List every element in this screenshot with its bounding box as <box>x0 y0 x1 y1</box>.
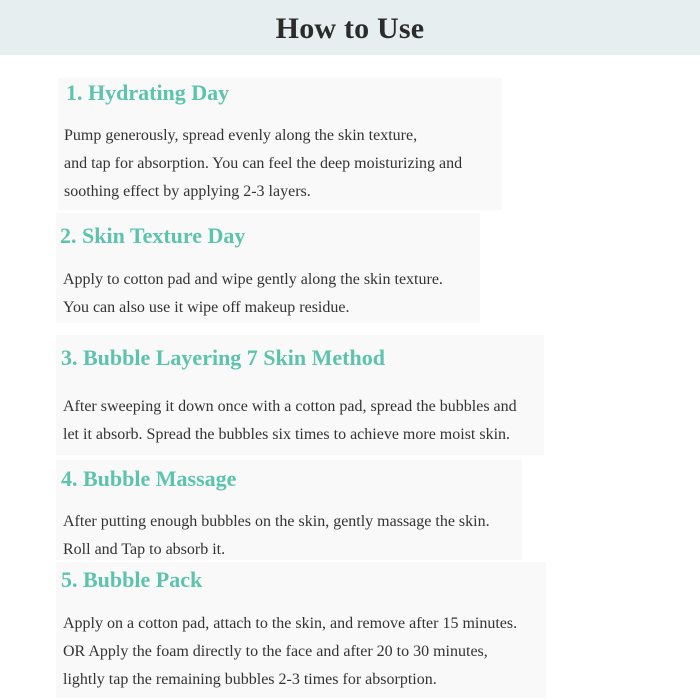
step-title: 4. Bubble Massage <box>61 466 237 491</box>
step-description <box>63 393 517 449</box>
step-skin-texture-day <box>56 213 480 323</box>
step-text-line: Pump generously, spread evenly along the skin texture, <box>64 127 418 144</box>
step-text-line: You can also use it wipe off makeup residue. <box>63 299 350 316</box>
step-title: 1. Hydrating Day <box>66 80 230 105</box>
step-text-line: lightly tap the remaining bubbles 2-3 times for absorption. <box>63 671 437 688</box>
step-text-line: Apply to cotton pad and wipe gently along the skin texture. <box>63 271 443 288</box>
step-description <box>63 508 490 564</box>
step-description <box>64 122 462 206</box>
step-text-line: Roll and Tap to absorb it. <box>63 541 226 558</box>
step-bubble-pack <box>56 562 546 698</box>
step-bubble-layering <box>56 335 544 455</box>
step-text-line: let it absorb. Spread the bubbles six times to achieve more moist skin. <box>63 426 511 443</box>
step-text-line: After putting enough bubbles on the skin, gently massage the skin. <box>63 513 490 530</box>
step-text-line: Apply on a cotton pad, attach to the skin, and remove after 15 minutes. <box>63 615 518 632</box>
step-title: 5. Bubble Pack <box>61 567 203 592</box>
step-text-line: OR Apply the foam directly to the face and after 20 to 30 minutes, <box>63 643 488 660</box>
step-hydrating-day <box>58 78 502 210</box>
page-title: How to Use <box>275 11 425 45</box>
step-description <box>63 610 517 694</box>
step-bubble-massage <box>56 460 522 560</box>
header-banner <box>0 0 700 55</box>
step-description <box>63 266 443 322</box>
step-text-line: After sweeping it down once with a cotton pad, spread the bubbles and <box>63 398 517 415</box>
step-text-line: soothing effect by applying 2-3 layers. <box>64 183 311 200</box>
step-title: 3. Bubble Layering 7 Skin Method <box>61 345 385 370</box>
step-title: 2. Skin Texture Day <box>60 223 246 248</box>
step-text-line: and tap for absorption. You can feel the deep moisturizing and <box>64 155 463 172</box>
